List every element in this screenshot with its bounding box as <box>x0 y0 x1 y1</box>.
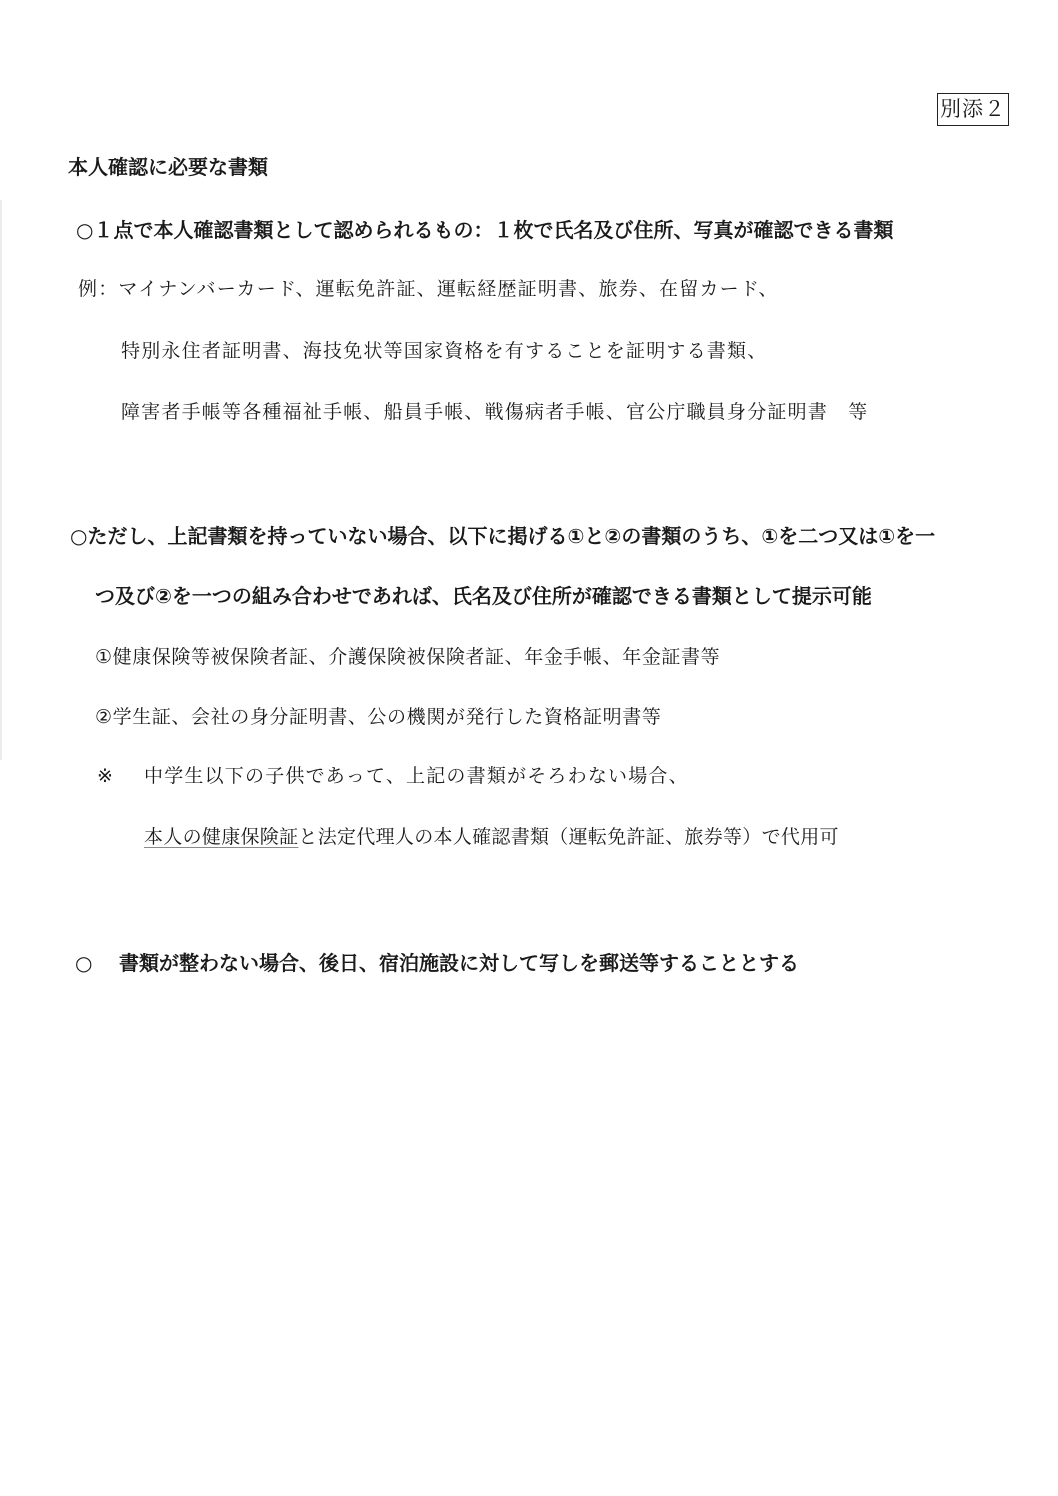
note-underlined-text: 本人の健康保険証 <box>144 826 299 848</box>
section2-item-1: ①健康保険等被保険者証、介護保険被保険者証、年金手帳、年金証書等 <box>95 646 721 668</box>
section3-mark: ○ <box>75 951 93 975</box>
section3-text: 書類が整わない場合、後日、宿泊施設に対して写しを郵送等することとする <box>119 951 799 975</box>
section2-heading-line2: つ及び②を一つの組み合わせであれば、氏名及び住所が確認できる書類として提示可能 <box>95 584 872 608</box>
section1-example-line: 障害者手帳等各種福祉手帳、船員手帳、戦傷病者手帳、官公庁職員身分証明書 等 <box>121 401 869 423</box>
document-title: 本人確認に必要な書類 <box>68 155 268 179</box>
section1-example-line: 例：マイナンバーカード、運転免許証、運転経歴証明書、旅券、在留カード、 <box>78 278 779 300</box>
note-line1: 中学生以下の子供であって、上記の書類がそろわない場合、 <box>144 765 689 787</box>
attachment-label: 別添２ <box>937 93 1009 126</box>
section2-item-2: ②学生証、会社の身分証明書、公の機関が発行した資格証明書等 <box>95 706 662 728</box>
section1-example-line: 特別永住者証明書、海技免状等国家資格を有することを証明する書類、 <box>121 340 768 362</box>
section2-heading-line1: ○ただし、上記書類を持っていない場合、以下に掲げる①と②の書類のうち、①を二つ又は①を一 <box>70 524 936 548</box>
section1-heading: ○１点で本人確認書類として認められるもの：１枚で氏名及び住所、写真が確認できる書類 <box>76 218 894 242</box>
note-line2 <box>144 828 839 847</box>
note-line2-rest: と法定代理人の本人確認書類（運転免許証、旅券等）で代用可 <box>298 826 839 848</box>
scan-edge-mark <box>0 200 2 760</box>
note-mark: ※ <box>97 765 113 787</box>
